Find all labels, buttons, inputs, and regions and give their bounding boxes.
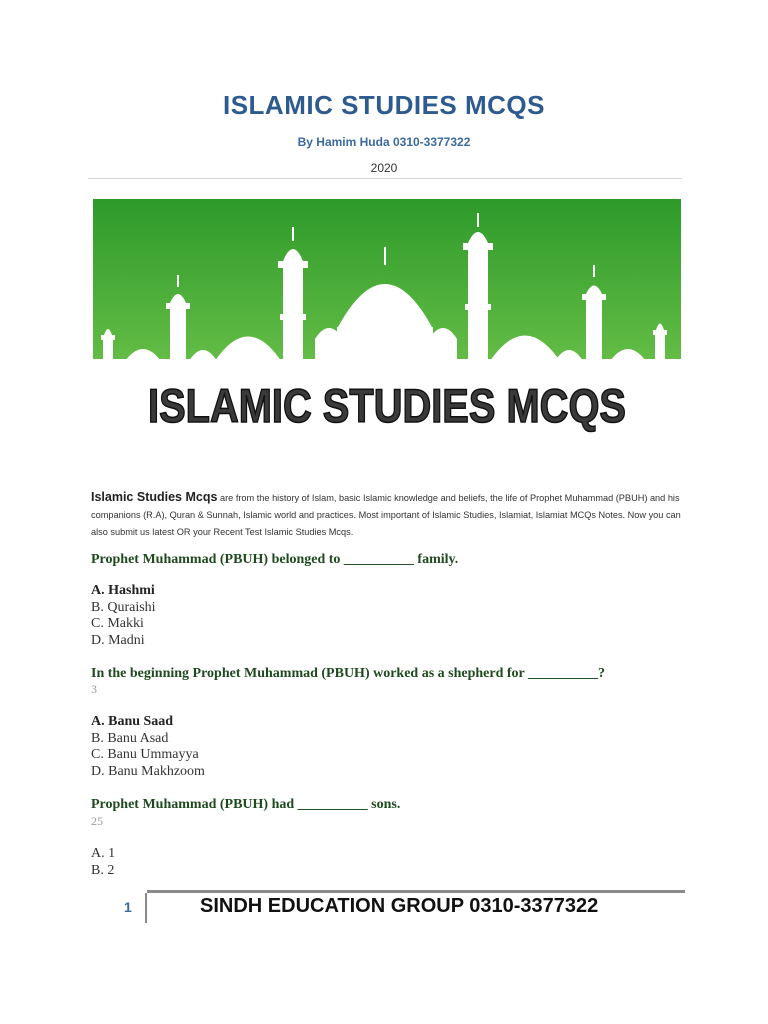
option-2b: B. Banu Asad	[91, 730, 169, 746]
mosque-banner-image	[93, 199, 681, 469]
option-1c: C. Makki	[91, 616, 144, 631]
intro-lead: Islamic Studies Mcqs	[91, 490, 218, 504]
option-3a: A. 1	[91, 846, 116, 861]
option-2a: A. Banu Saad	[91, 714, 174, 729]
publication-year: 2020	[370, 161, 398, 175]
question-1-options	[91, 583, 156, 649]
intro-text: are from the history of Islam, basic Islamic knowledge and beliefs, the life of Prophet Muhammad (PBUH) and his companions (R.A), Quran & Sunnah, Islamic world and practices. Most important of Islamic Studies, Islamiat, Islamiat MCQs Notes. Now you can also submit us latest OR your Recent Test Islamic Studies Mcqs.	[91, 493, 681, 537]
option-1d: D. Madni	[91, 632, 145, 648]
question-2-options	[91, 714, 205, 780]
footer-divider	[145, 893, 147, 923]
header-divider	[88, 178, 682, 179]
option-1b: B. Quraishi	[91, 599, 156, 615]
page-title: ISLAMIC STUDIES MCQS	[222, 90, 545, 120]
footer-text: SINDH EDUCATION GROUP 0310-3377322	[200, 895, 599, 917]
question-2-note: 3	[91, 682, 97, 696]
option-2d: D. Banu Makhzoom	[91, 763, 205, 779]
question-3: Prophet Muhammad (PBUH) had __________ sons.	[91, 797, 401, 812]
question-1: Prophet Muhammad (PBUH) belonged to __________ family.	[91, 552, 459, 567]
option-3b: B. 2	[91, 862, 115, 878]
page-number: 1	[124, 899, 132, 915]
question-3-note: 25	[91, 814, 103, 828]
question-2: In the beginning Prophet Muhammad (PBUH) worked as a shepherd for __________?	[91, 666, 606, 681]
option-2c: C. Banu Ummayya	[91, 747, 199, 762]
author-byline: By Hamim Huda 0310-3377322	[297, 135, 471, 149]
option-1a: A. Hashmi	[91, 583, 155, 598]
intro-paragraph	[91, 489, 691, 541]
banner-title: ISLAMIC STUDIES MCQS	[148, 379, 626, 432]
footer-rule	[147, 890, 685, 893]
mosque-illustration	[93, 199, 681, 469]
question-3-options	[91, 846, 115, 879]
